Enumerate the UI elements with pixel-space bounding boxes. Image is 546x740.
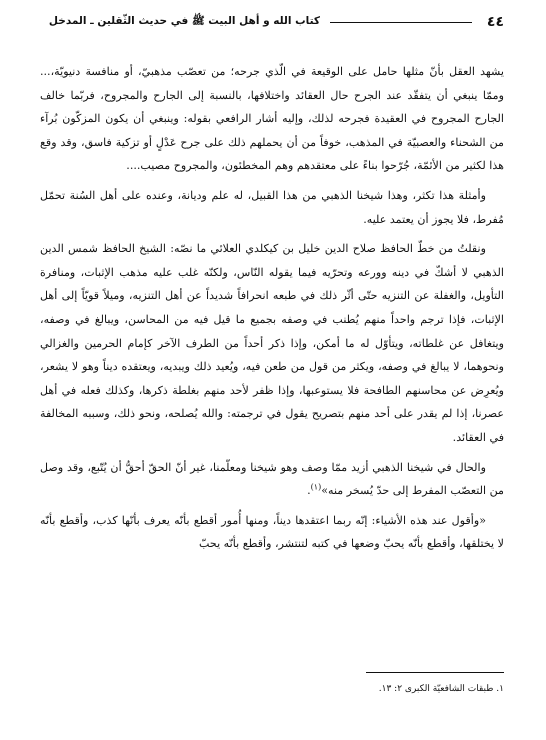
paragraph: يشهد العقل بأنّ مثلها حامل على الوقيعة في الّذي جرحه؛ من تعصّب مذهبيّ، أو منافسة دنيويّة،... وممّا ينبغي أن يتفقّد عند الجرح حال العقائد واختلافها، بالنسبة إلى الجارح والمجروح، فربّما خالف الجارح المجروح في العقيدة فجرحه لذلك، وإليه أشار الرافعي بقوله: وينبغي أن يكون المزكّون بُرآء من الشحناء والعصبيّة في المذهب، خوفاً من أن يحملهم ذلك على جرح عَدْلٍ أو تزكية فاسق، وقد وقع هذا لكثير من الأئمّة، جُرّحوا بناءً على معتقدهم وهم المخطئون، والمجروح مصيب.... — [40, 65, 504, 173]
page-number: ٤٤ — [486, 14, 504, 30]
paragraph: «وأقول عند هذه الأشياء: إنّه ربما اعتقدها ديناً، ومنها أُمور أقطع بأنّه يعرف بأنّها كذب، وأقطع بأنّه لا يختلقها، وأقطع بأنّه يحبّ وضعها في كتبه لتنتشر، وأقطع بأنّه يحبّ — [40, 513, 504, 551]
footnote: ١. طبقات الشافعيّة الكبرى ٢: ١٣. — [378, 684, 504, 694]
paragraph-text: والحال في شيخنا الذهبي أزيد ممّا وصف وهو شيخنا ومعلّمنا، غير أنّ الحقّ أحقُّ أن يُتّبع، وقد وصل من التعصّب المفرط إلى حدّ يُسخر منه» — [40, 460, 504, 498]
paragraph: والحال في شيخنا الذهبي أزيد ممّا وصف وهو شيخنا ومعلّمنا، غير أنّ الحقّ أحقُّ أن يُتّبع، وقد وصل من التعصّب المفرط إلى حدّ يُسخر منه»$^{(١)}$. — [40, 460, 504, 498]
body-text — [40, 60, 504, 562]
footnote-marker: (١) — [310, 482, 322, 492]
header-rule — [330, 22, 472, 23]
paragraph: ونقلتُ من خطّ الحافظ صلاح الدين خليل بن كيكلدي العلائي ما نصّه: الشيخ الحافظ شمس الدين الذهبي لا أشكّ في دينه وورعه وتحرّيه فيما يقوله النّاس، ولكنّه غلب عليه مذهب الإثبات، ومنافرة التأويل، والغفلة عن التنزيه حتّى أثّر ذلك في طبعه انحرافاً شديداً عن أهل التنزيه، وميلاً قويّاً إلى أهل الإثبات، فإذا ترجم واحداً منهم يُطنب في وصفه بجميع ما قيل فيه من المحاسن، ويبالغ في وصفه، ويتغافل عن غلطاته، ويتأوّل له ما أمكن، وإذا ذكر أحداً من الطرف الآخر كإمام الحرمين والغزالي ونحوهما، لا يبالغ في وصفه، ويكثر من قول من طعن فيه، ويُعيد ذلك ويبديه، ويعتقده ديناً وهو لا يشعر، ويُعرِض عن محاسنهم الطافحة فلا يستوعبها، وإذا ظفر لأحد منهم بغلطة ذكرها، وكذلك فعله في أهل عصرنا، إذا لم يقدر على أحد منهم بتصريح يقول في ترجمته: والله يُصلحه، ونحو ذلك، وسببه المخالفة في العقائد. — [40, 242, 504, 444]
page-header — [44, 10, 504, 34]
paragraph: وأمثلة هذا تكثر، وهذا شيخنا الذهبي من هذا القبيل، له علم وديانة، وعنده على أهل السُنة تحمّل مُفرط، فلا يجوز أن يعتمد عليه. — [40, 188, 504, 226]
running-title: كتاب الله و أهل البيت ﷺ في حديث الثّقلين ـ المدخل — [48, 14, 320, 27]
footnote-divider — [366, 672, 504, 673]
